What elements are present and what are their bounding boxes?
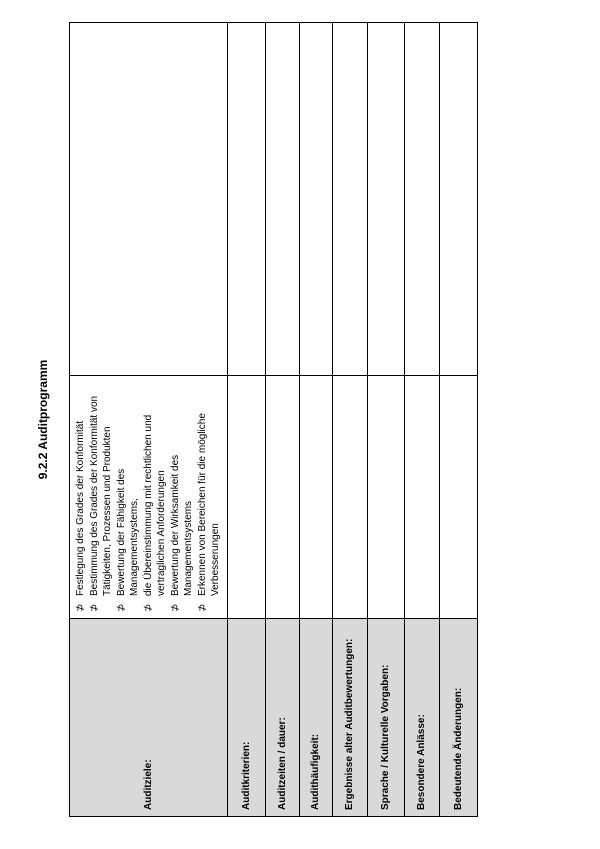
label-anlaesse: Besondere Anlässe: [404,619,439,817]
list-item [142,382,169,612]
cell-ergebnisse-empty [332,23,367,376]
list-item [88,382,115,612]
cell-anlaesse-empty [404,23,439,376]
label-auditziele: Auditziele: [70,619,228,817]
cell-auditkriterien-empty [227,23,265,376]
table-row-anlaesse [404,23,439,817]
list-item [74,382,88,612]
list-item [115,382,142,612]
label-auditkriterien: Auditkriterien: [227,619,265,817]
goal-text: Bewertung der Fähigkeit des Managementsystems, [115,468,140,596]
table-row-aenderungen [439,23,477,817]
label-ergebnisse: Ergebnisse alter Auditbewertungen: [332,619,367,817]
cell-auditzeiten-value [265,376,299,619]
table-row-audithaeufigkeit [299,23,332,817]
arrow-bullet-icon: ⊅ [169,603,181,612]
goal-list [74,382,223,612]
rotated-page [32,22,474,817]
audit-program-table [69,22,478,817]
label-auditzeiten: Auditzeiten / dauer: [265,619,299,817]
goal-text: Bewertung der Wirksamkeit des Managementsystems [169,454,194,596]
arrow-bullet-icon: ⊅ [75,603,86,612]
cell-sprache-empty [367,23,404,376]
table-row-auditziele [70,23,228,817]
cell-sprache-value [367,376,404,619]
label-aenderungen: Bedeutende Änderungen: [439,619,477,817]
cell-aenderungen-value [439,376,477,619]
cell-auditkriterien-value [227,376,265,619]
list-item [169,382,196,612]
goal-text: Bestimmung des Grades der Konformität von Tätigkeiten, Prozessen und Produkten [88,395,113,596]
cell-aenderungen-empty [439,23,477,376]
label-audithaeufigkeit: Audithäufigkeit: [299,619,332,817]
list-item [196,382,223,612]
label-sprache: Sprache / Kulturelle Vorgaben: [367,619,404,817]
cell-anlaesse-value [404,376,439,619]
cell-auditzeiten-empty [265,23,299,376]
cell-auditziele-goals [70,376,228,619]
goal-text: Erkennen von Bereichen für die mögliche Verbesserungen [196,413,221,596]
cell-audithaeufigkeit-value [299,376,332,619]
goal-text: die Übereinstimmung mit rechtlichen und vertraglichen Anforderungen [142,414,167,596]
arrow-bullet-icon: ⊅ [115,603,127,612]
goal-text: Festlegung des Grades der Konformität [75,420,86,596]
arrow-bullet-icon: ⊅ [196,603,208,612]
cell-auditziele-empty [70,23,228,376]
table-row-auditzeiten [265,23,299,817]
table-row-auditkriterien [227,23,265,817]
cell-audithaeufigkeit-empty [299,23,332,376]
cell-ergebnisse-value [332,376,367,619]
arrow-bullet-icon: ⊅ [88,603,100,612]
arrow-bullet-icon: ⊅ [142,603,154,612]
page-title: 9.2.2 Auditprogramm [36,359,50,480]
table-row-ergebnisse [332,23,367,817]
table-row-sprache [367,23,404,817]
